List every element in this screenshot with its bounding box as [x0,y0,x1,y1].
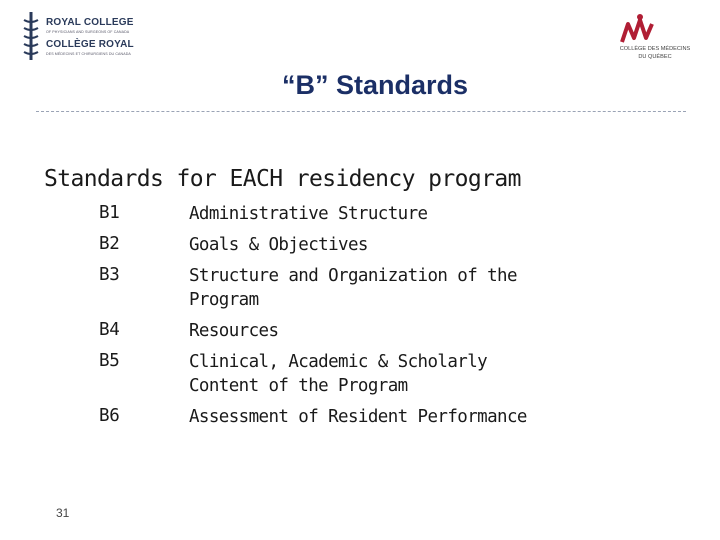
standard-code: B5 [99,351,120,371]
standard-code: B6 [99,406,120,426]
standard-label: Goals & Objectives [189,235,368,255]
standard-label: Assessment of Resident Performance [189,407,527,427]
caduceus-icon [22,12,40,60]
standard-code: B3 [99,265,120,285]
list-item [99,350,659,398]
logo-line-medecins: DES MÉDECINS ET CHIRURGIENS DU CANADA [46,52,131,56]
logo-line-physicians: OF PHYSICIANS AND SURGEONS OF CANADA [46,30,130,34]
list-item [99,264,659,312]
standard-code: B1 [99,203,120,223]
cmq-emblem-icon [618,12,658,46]
list-item [99,202,659,226]
standard-code: B4 [99,320,120,340]
standards-list [99,202,659,436]
slide-subtitle: Standards for EACH residency program [44,166,521,192]
royal-college-logo [22,12,142,62]
standard-label: Resources [189,321,279,341]
cmq-logo [606,12,704,72]
logo-line-college-royal: COLLÈGE ROYAL [46,39,134,50]
logo-line-royal-college: ROYAL COLLEGE [46,17,134,28]
standard-label: Administrative Structure [189,204,428,224]
title-divider [36,111,686,112]
list-item [99,233,659,257]
standard-label: Clinical, Academic & Scholarly Content of the Program [189,352,488,396]
cmq-logo-line1: COLLÈGE DES MÉDECINS [619,46,691,52]
list-item [99,405,659,429]
page-number: 31 [56,506,70,520]
cmq-logo-line2: DU QUÉBEC [638,54,672,60]
standard-code: B2 [99,234,120,254]
slide-title: “B” Standards [281,70,469,100]
list-item [99,319,659,343]
standard-label: Structure and Organization of the Program [189,266,517,310]
